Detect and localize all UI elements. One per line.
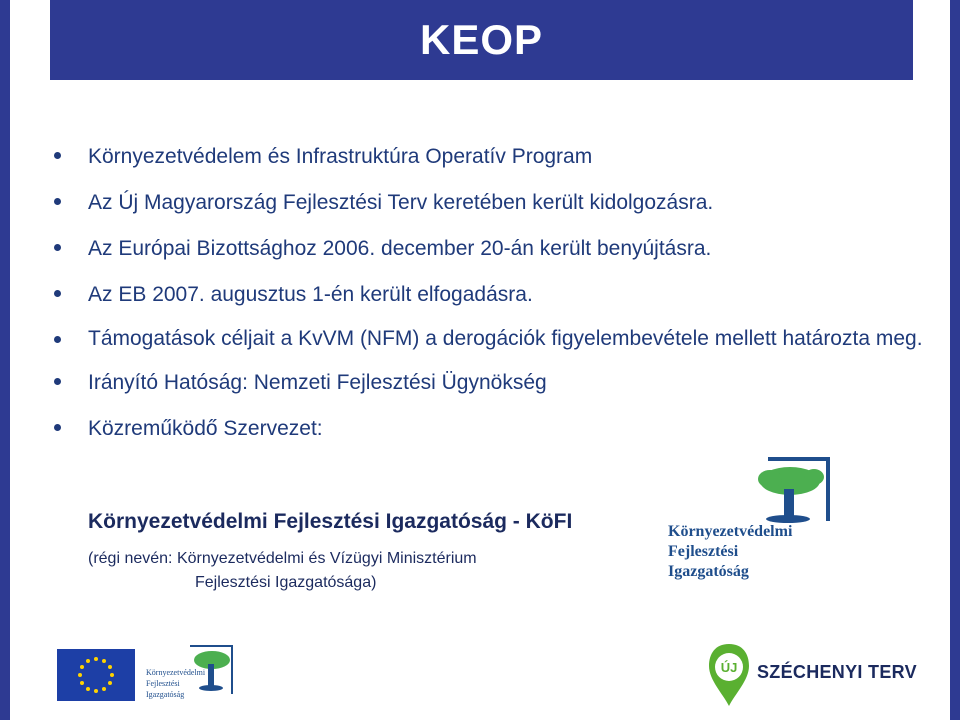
small-org-logo [140, 642, 240, 708]
szechenyi-pin-icon [705, 640, 753, 710]
old-name-line1: (régi nevén: Környezetvédelmi és Vízügyi Minisztérium [88, 550, 477, 567]
right-edge-bar [950, 0, 960, 720]
logo-line1: Környezetvédelmi [668, 523, 793, 540]
eu-flag-icon [57, 649, 135, 701]
bullet-item: Az EB 2007. augusztus 1-én került elfogadásra. [52, 272, 932, 318]
bullet-item: Támogatások céljait a KvVM (NFM) a derogációk figyelembevétele mellett határozta meg. [52, 318, 932, 360]
bullet-item: Közreműködő Szervezet: [52, 406, 932, 452]
szechenyi-badge: ÚJ [720, 660, 738, 675]
logo-line2: Fejlesztési [668, 543, 739, 560]
tree-logo-icon [668, 455, 838, 525]
org-old-name [88, 547, 477, 595]
org-logo [668, 455, 838, 590]
old-name-line2: Fejlesztési Igazgatósága) [195, 574, 377, 591]
left-edge-bar [0, 0, 10, 720]
szechenyi-terv-logo [705, 640, 915, 710]
logo-line3: Igazgatóság [668, 563, 749, 580]
title-band [50, 0, 913, 80]
bullet-item: Az Új Magyarország Fejlesztési Terv keretében került kidolgozásra. [52, 180, 932, 226]
org-name: Környezetvédelmi Fejlesztési Igazgatóság - KöFI [88, 510, 573, 533]
bullet-item: Irányító Hatóság: Nemzeti Fejlesztési Ügynökség [52, 360, 932, 406]
small-logo-line1: Környezetvédelmi [146, 668, 206, 677]
bullet-item: Az Európai Bizottsághoz 2006. december 20-án került benyújtásra. [52, 226, 932, 272]
bullet-list [52, 134, 932, 452]
small-logo-line2: Fejlesztési [146, 679, 180, 688]
small-logo-line3: Igazgatóság [146, 690, 185, 699]
szechenyi-text: SZÉCHENYI TERV [757, 662, 917, 682]
eu-stars-icon [57, 649, 135, 701]
bullet-item: Környezetvédelem és Infrastruktúra Operatív Program [52, 134, 932, 180]
slide-title: KEOP [419, 16, 544, 63]
